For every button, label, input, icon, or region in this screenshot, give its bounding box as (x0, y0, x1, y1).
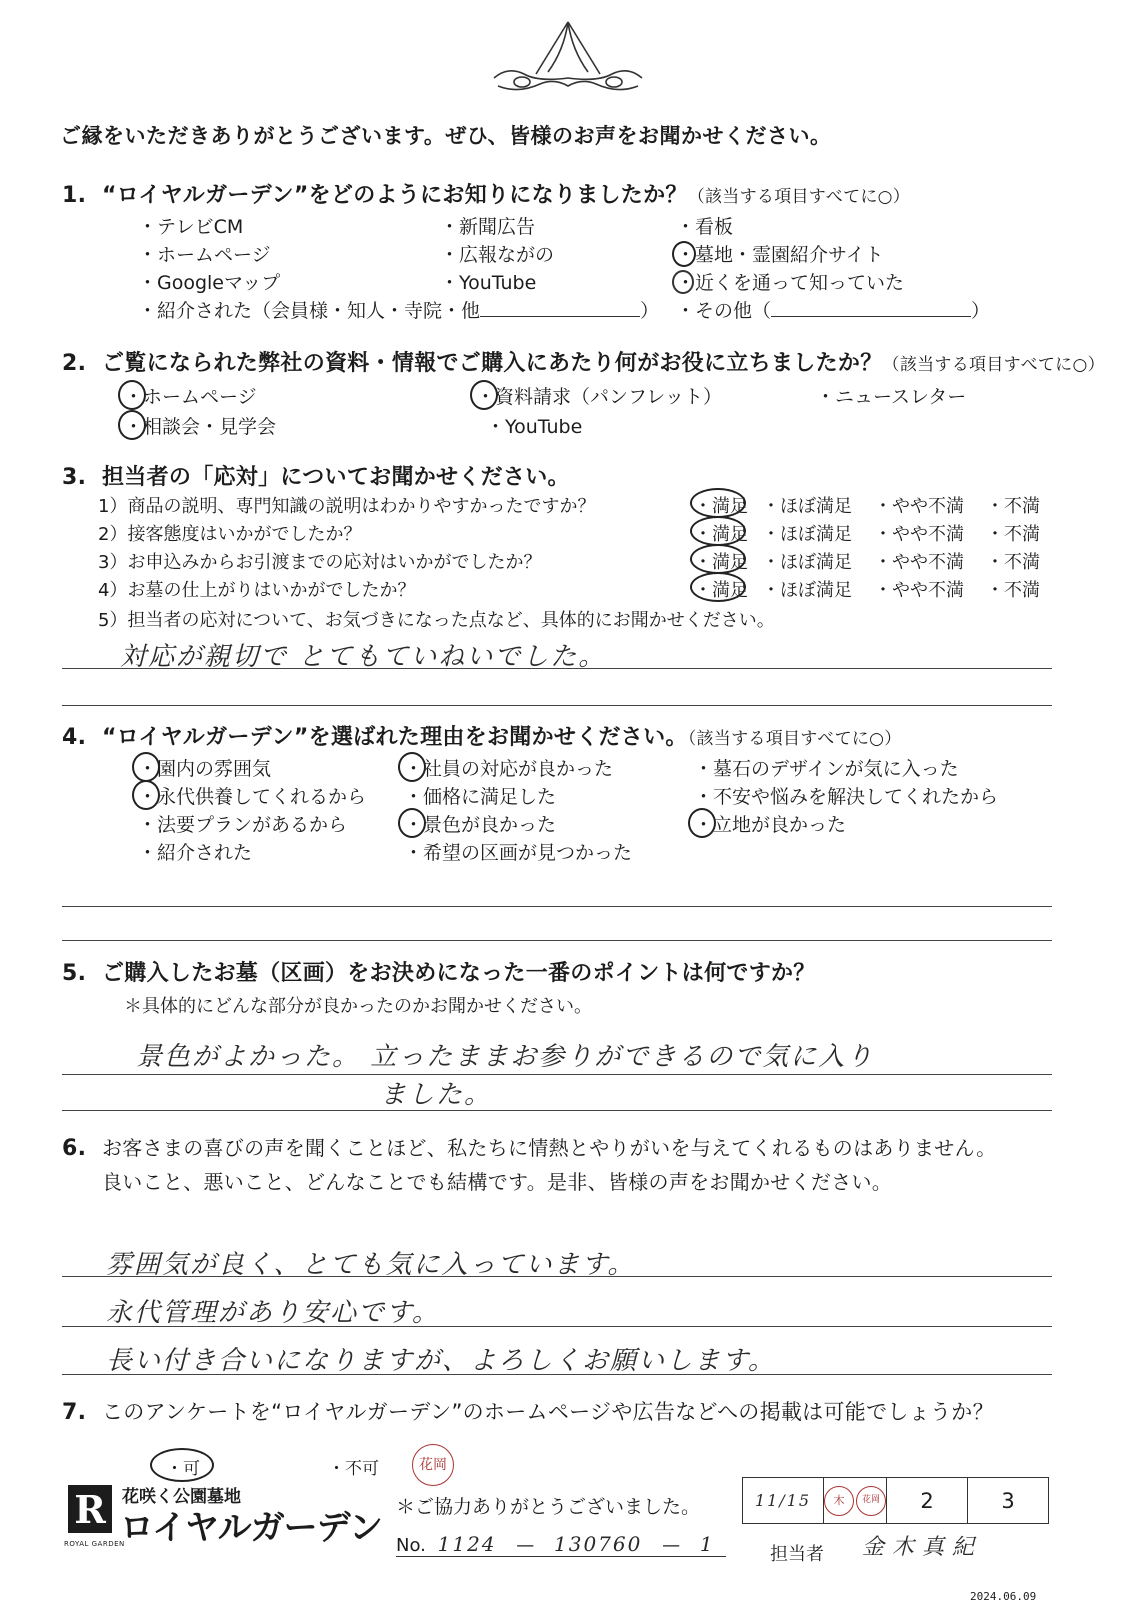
answer-circle (118, 380, 146, 410)
rating-somewhat-dissatisfied[interactable]: ・やや不満 (874, 580, 964, 601)
q4-option-eternal-memorial[interactable]: ・永代供養してくれるから (138, 786, 367, 808)
answer-circle (118, 410, 146, 440)
rating-satisfied[interactable]: ・満足 (694, 580, 748, 601)
q5-subtitle: ＊具体的にどんな部分が良かったのかお聞かせください。 (124, 996, 592, 1017)
staff-name: 金木真紀 (862, 1535, 983, 1560)
q2-title: 2. ご覧になられた弊社の資料・情報でご購入にあたり何がお役に立ちましたか？（該当する項目すべてに○） (62, 351, 1105, 376)
q7-option-not-allowed[interactable]: ・不可 (328, 1459, 379, 1479)
answer-line (62, 705, 1052, 706)
q4-option-memorial-plan[interactable]: ・法要プランがあるから (138, 814, 348, 836)
answer-line (62, 940, 1052, 941)
q1-option-googlemap[interactable]: ・Googleマップ (138, 272, 281, 294)
q1-option-cemetery-site[interactable]: ・墓地・霊園紹介サイト (676, 244, 884, 266)
answer-line (62, 1074, 1052, 1075)
q4-option-referral[interactable]: ・紹介された (138, 842, 253, 864)
q6-handwritten-answer-2: 永代管理があり安心です。 (106, 1298, 440, 1328)
rating-mostly-satisfied[interactable]: ・ほぼ満足 (762, 524, 852, 545)
q1-option-tv[interactable]: ・テレビCM (138, 216, 244, 238)
answer-line (62, 668, 1052, 669)
rating-satisfied[interactable]: ・満足 (694, 552, 748, 573)
q6-handwritten-answer-1: 雰囲気が良く、とても気に入っています。 (106, 1250, 636, 1280)
q1-option-kouhou[interactable]: ・広報ながの (440, 244, 555, 266)
box-value-1: 2 (887, 1478, 968, 1523)
answer-line (62, 906, 1052, 907)
q1-title: 1. “ロイヤルガーデン”をどのようにお知りになりましたか？（該当する項目すべてに○） (62, 183, 911, 208)
answer-circle (150, 1448, 214, 1482)
date-handwritten: 11/15 (754, 1491, 812, 1510)
rating-dissatisfied[interactable]: ・不満 (986, 496, 1040, 517)
q2-option-newsletter[interactable]: ・ニュースレター (816, 386, 967, 408)
logo-tagline: 花咲く公園墓地 (122, 1487, 241, 1507)
q7-option-allowed[interactable]: ・可 (166, 1459, 200, 1479)
q6-handwritten-answer-3: 長い付き合いになりますが、よろしくお願いします。 (106, 1346, 776, 1376)
record-boxes (742, 1477, 1049, 1524)
rating-mostly-satisfied[interactable]: ・ほぼ満足 (762, 552, 852, 573)
answer-circle (672, 241, 696, 267)
answer-circle (688, 808, 716, 838)
q1-option-newspaper[interactable]: ・新聞広告 (440, 216, 536, 238)
rating-mostly-satisfied[interactable]: ・ほぼ満足 (762, 496, 852, 517)
q4-option-design[interactable]: ・墓石のデザインが気に入った (694, 758, 959, 780)
q7-title: 7. このアンケートを“ロイヤルガーデン”のホームページや広告などへの掲載は可能でしょうか？ (62, 1400, 994, 1425)
q4-option-location[interactable]: ・立地が良かった (694, 814, 847, 836)
q3-item-4: 4）お墓の仕上がりはいかがでしたか？ (98, 580, 416, 601)
staff-label: 担当者 (770, 1544, 824, 1565)
rating-somewhat-dissatisfied[interactable]: ・やや不満 (874, 552, 964, 573)
q3-title: 3. 担当者の「応対」についてお聞かせください。 (62, 465, 570, 490)
rating-satisfied[interactable]: ・満足 (694, 524, 748, 545)
q5-title: 5. ご購入したお墓（区画）をお決めになった一番のポイントは何ですか？ (62, 961, 816, 986)
answer-circle (672, 270, 694, 294)
answer-circle (690, 572, 746, 602)
answer-circle (690, 544, 746, 574)
q4-option-atmosphere[interactable]: ・園内の雰囲気 (138, 758, 272, 780)
ornament-icon (488, 16, 648, 96)
stamp-ki: 木 (824, 1486, 854, 1516)
logo-mark: R (68, 1485, 112, 1533)
q5-handwritten-answer-1: 景色がよかった。 立ったままお参りができるので気に入り (136, 1042, 875, 1072)
q3-handwritten-answer: 対応が親切で とてもていねいでした。 (120, 642, 607, 672)
logo-subtext: ROYAL GARDEN (64, 1540, 125, 1548)
q1-option-other[interactable]: ・その他（ ） (676, 300, 991, 322)
q6-title: 6. お客さまの喜びの声を聞くことほど、私たちに情熱とやりがいを与えてくれるものはありません。 (62, 1136, 997, 1161)
rating-dissatisfied[interactable]: ・不満 (986, 524, 1040, 545)
q5-handwritten-answer-2: ました。 (380, 1080, 493, 1110)
answer-circle (398, 752, 426, 782)
q1-option-referral[interactable]: ・紹介された（会員様・知人・寺院・他 ） (138, 300, 660, 322)
q3-item-2: 2）接客態度はいかがでしたか？ (98, 524, 362, 545)
q2-option-youtube[interactable]: ・YouTube (486, 416, 583, 438)
stamp-hanaoka: 花岡 (856, 1486, 886, 1516)
q2-option-pamphlet[interactable]: ・資料請求（パンフレット） (476, 386, 723, 408)
q1-option-signboard[interactable]: ・看板 (676, 216, 734, 238)
q6-title-line2: 良いこと、悪いこと、どんなことでも結構です。是非、皆様の声をお聞かせください。 (102, 1170, 893, 1194)
q4-option-staff[interactable]: ・社員の対応が良かった (404, 758, 614, 780)
answer-circle (470, 380, 498, 410)
q1-option-nearby[interactable]: ・近くを通って知っていた (676, 272, 905, 294)
answer-line (62, 1374, 1052, 1375)
q4-option-plot-found[interactable]: ・希望の区画が見つかった (404, 842, 633, 864)
answer-circle (132, 752, 160, 782)
q2-option-homepage[interactable]: ・ホームページ (124, 386, 257, 408)
q3-item-1: 1）商品の説明、専門知識の説明はわかりやすかったですか？ (98, 496, 596, 517)
rating-dissatisfied[interactable]: ・不満 (986, 552, 1040, 573)
q3-item-3: 3）お申込みからお引渡までの応対はいかがでしたか？ (98, 552, 542, 573)
box-value-2: 3 (1001, 1488, 1015, 1513)
q1-option-homepage[interactable]: ・ホームページ (138, 244, 271, 266)
rating-somewhat-dissatisfied[interactable]: ・やや不満 (874, 496, 964, 517)
answer-circle (690, 516, 746, 546)
q4-title: 4. “ロイヤルガーデン”を選ばれた理由をお聞かせください。（該当する項目すべてに○） (62, 725, 902, 750)
printed-date: 2024.06.09 (970, 1590, 1037, 1603)
rating-dissatisfied[interactable]: ・不満 (986, 580, 1040, 601)
rating-mostly-satisfied[interactable]: ・ほぼ満足 (762, 580, 852, 601)
answer-line (62, 1326, 1052, 1327)
rating-satisfied[interactable]: ・満足 (694, 496, 748, 517)
record-number: No. 1124 — 130760 — 1 (396, 1532, 715, 1556)
answer-line (62, 1276, 1052, 1277)
q4-option-scenery[interactable]: ・景色が良かった (404, 814, 557, 836)
q1-option-youtube[interactable]: ・YouTube (440, 272, 537, 294)
thanks-text: ＊ご協力ありがとうございました。 (396, 1496, 701, 1518)
q2-option-seminar[interactable]: ・相談会・見学会 (124, 416, 277, 438)
intro-text: ご縁をいただきありがとうございます。ぜひ、皆様のお声をお聞かせください。 (60, 124, 832, 148)
answer-circle (132, 780, 160, 810)
record-underline (396, 1556, 726, 1557)
seal-stamp: 花岡 (412, 1444, 454, 1486)
rating-somewhat-dissatisfied[interactable]: ・やや不満 (874, 524, 964, 545)
q4-option-price[interactable]: ・価格に満足した (404, 786, 557, 808)
q4-option-worries[interactable]: ・不安や悩みを解決してくれたから (694, 786, 999, 808)
answer-circle (398, 808, 426, 838)
q3-item-5: 5）担当者の応対について、お気づきになった点など、具体的にお聞かせください。 (98, 610, 775, 631)
logo-name: ロイヤルガーデン (120, 1508, 382, 1548)
answer-circle (690, 488, 746, 518)
answer-line (62, 1110, 1052, 1111)
